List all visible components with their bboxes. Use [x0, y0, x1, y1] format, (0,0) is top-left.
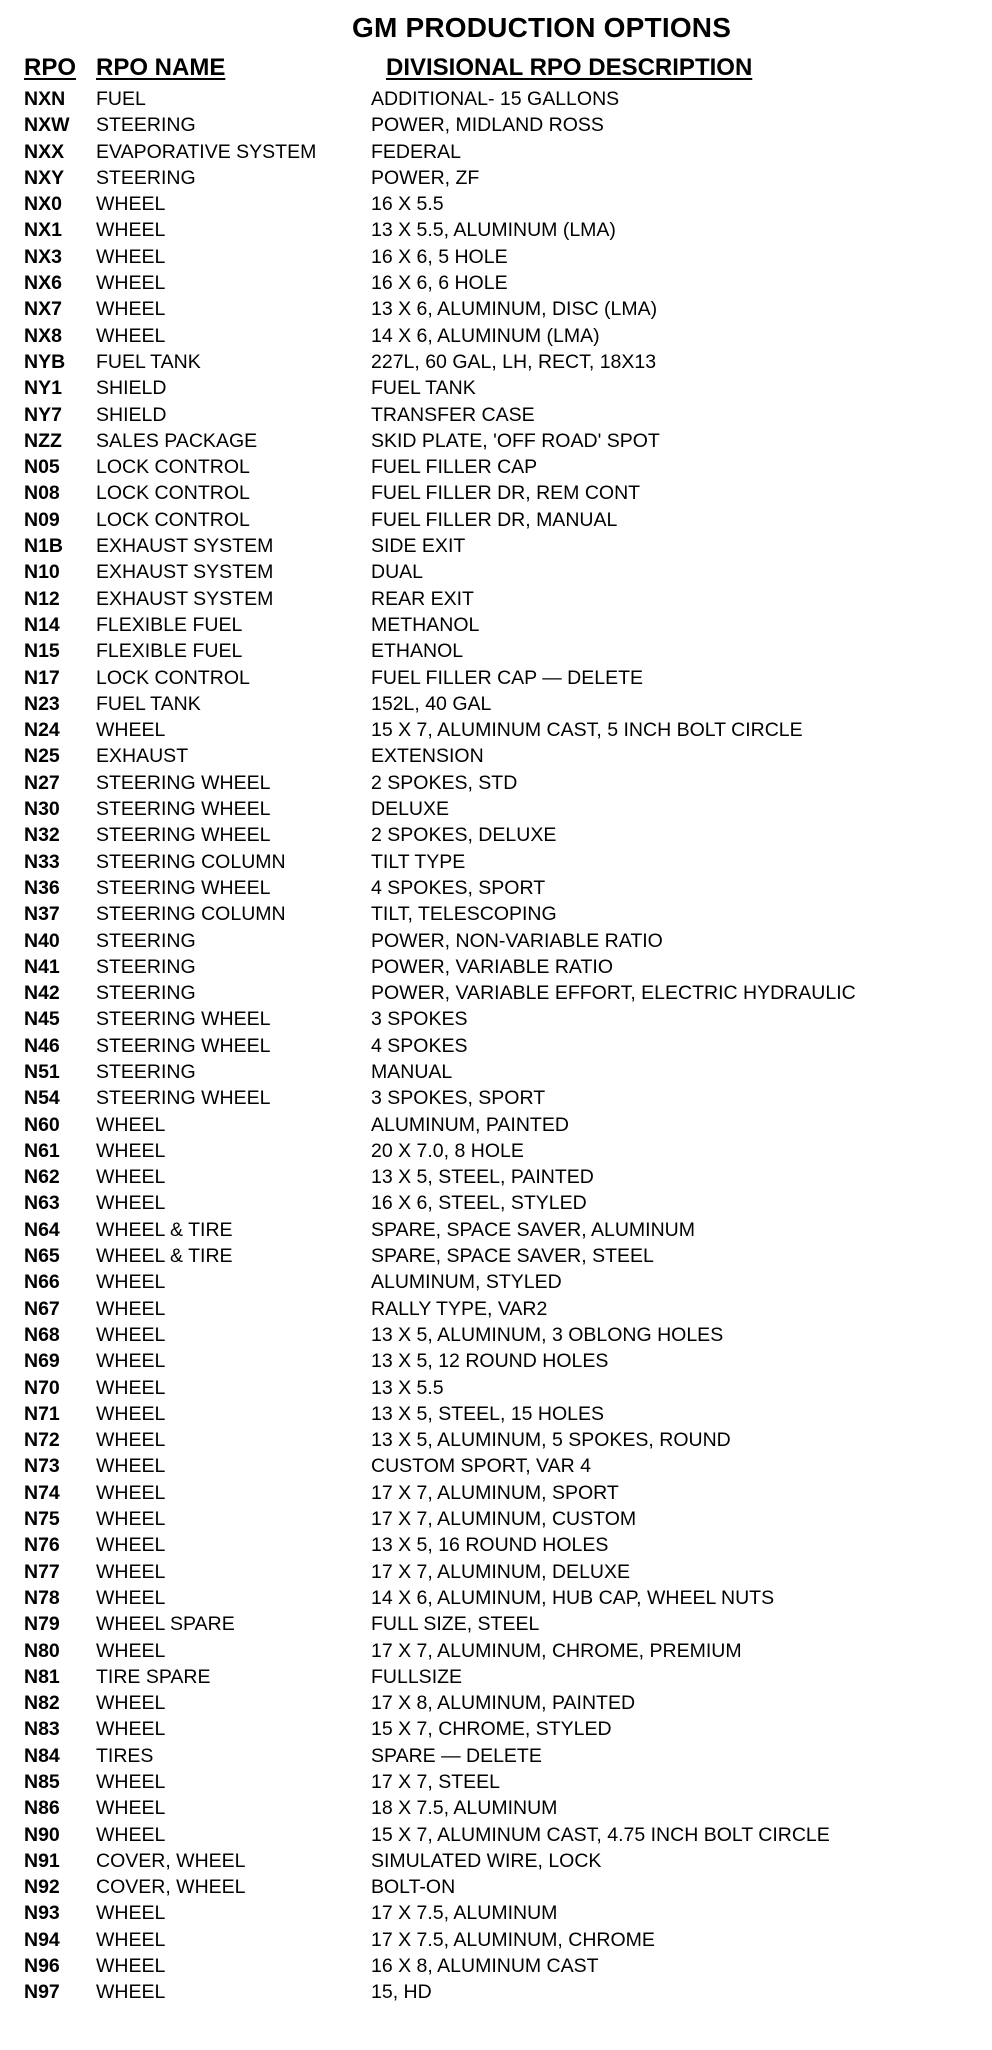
rpo-name: WHEEL & TIRE — [96, 1218, 233, 1241]
rpo-code: N42 — [24, 982, 60, 1005]
table-row — [0, 191, 992, 217]
rpo-code: N05 — [24, 456, 60, 479]
rpo-name: WHEEL — [96, 272, 166, 295]
rpo-code: N80 — [24, 1639, 60, 1662]
rpo-description: 15, HD — [371, 1981, 432, 2004]
table-row — [0, 533, 992, 559]
table-row — [0, 559, 992, 585]
rpo-name: STEERING — [96, 955, 196, 978]
rpo-code: N41 — [24, 955, 60, 978]
table-row — [0, 1979, 992, 2005]
rpo-code: N90 — [24, 1823, 60, 1846]
rpo-code: N15 — [24, 640, 60, 663]
table-row — [0, 1743, 992, 1769]
rpo-code: NX8 — [24, 324, 62, 347]
rpo-description: FUEL FILLER DR, REM CONT — [371, 482, 641, 505]
rpo-name: EXHAUST — [96, 745, 189, 768]
rpo-description: 4 SPOKES, SPORT — [371, 876, 546, 899]
rpo-name: WHEEL — [96, 1692, 166, 1715]
table-row — [0, 480, 992, 506]
rpo-description: 13 X 5.5 — [371, 1376, 444, 1399]
rpo-name: WHEEL — [96, 1350, 166, 1373]
rpo-description: METHANOL — [371, 613, 480, 636]
rpo-description: SPARE, SPACE SAVER, STEEL — [371, 1245, 654, 1268]
table-row — [0, 139, 992, 165]
rpo-code: N17 — [24, 666, 60, 689]
page-title: GM PRODUCTION OPTIONS — [352, 12, 732, 43]
rpo-description: 16 X 6, 5 HOLE — [371, 245, 508, 268]
table-row — [0, 1716, 992, 1742]
table-row — [0, 86, 992, 112]
rpo-code: NX0 — [24, 193, 62, 216]
rpo-description: ALUMINUM, STYLED — [371, 1271, 562, 1294]
table-row — [0, 1585, 992, 1611]
rpo-description: 17 X 8, ALUMINUM, PAINTED — [371, 1692, 636, 1715]
table-row — [0, 1480, 992, 1506]
table-row — [0, 1375, 992, 1401]
rpo-code: N23 — [24, 692, 60, 715]
table-row — [0, 822, 992, 848]
rpo-name: WHEEL — [96, 193, 166, 216]
table-row — [0, 717, 992, 743]
rpo-description: 3 SPOKES, SPORT — [371, 1087, 546, 1110]
rpo-description: 17 X 7, STEEL — [371, 1771, 500, 1793]
table-row — [0, 586, 992, 612]
table-row — [0, 743, 992, 769]
rpo-code: NY1 — [24, 377, 62, 400]
table-row — [0, 691, 992, 717]
table-row — [0, 1638, 992, 1664]
table-row — [0, 612, 992, 638]
table-row — [0, 1006, 992, 1032]
rpo-code: N76 — [24, 1534, 60, 1557]
rpo-name: FUEL — [96, 88, 146, 110]
rpo-code: N77 — [24, 1560, 60, 1583]
table-row — [0, 270, 992, 296]
rpo-name: STEERING WHEEL — [96, 798, 271, 821]
rpo-description: FULLSIZE — [371, 1665, 463, 1688]
rpo-name: WHEEL — [96, 298, 166, 321]
rpo-description: 4 SPOKES — [371, 1034, 468, 1057]
rpo-code: N92 — [24, 1876, 60, 1899]
rpo-name: SHIELD — [96, 377, 167, 400]
rpo-name: WHEEL — [96, 1455, 166, 1478]
table-row — [0, 796, 992, 822]
rpo-code: N73 — [24, 1455, 60, 1478]
rpo-code: N69 — [24, 1350, 60, 1373]
table-row — [0, 1243, 992, 1269]
rpo-name: STEERING WHEEL — [96, 876, 271, 899]
column-header-rpo: RPO — [24, 54, 77, 81]
rpo-description: 15 X 7, ALUMINUM CAST, 5 INCH BOLT CIRCLE — [371, 719, 803, 742]
table-row — [0, 1927, 992, 1953]
rpo-code: NXX — [24, 140, 65, 163]
rpo-code: N30 — [24, 798, 60, 821]
table-row — [0, 1690, 992, 1716]
table-row — [0, 1427, 992, 1453]
rpo-code: N61 — [24, 1139, 60, 1162]
rpo-name: LOCK CONTROL — [96, 666, 250, 689]
rpo-name: EVAPORATIVE SYSTEM — [96, 140, 317, 163]
rpo-code: NZZ — [24, 429, 62, 452]
rpo-code: N71 — [24, 1402, 60, 1425]
rpo-code: NX3 — [24, 245, 62, 268]
table-row — [0, 1900, 992, 1926]
rpo-name: WHEEL — [96, 1955, 166, 1978]
rpo-code: N96 — [24, 1955, 60, 1978]
rpo-name: WHEEL — [96, 1639, 166, 1662]
rpo-name: FUEL TANK — [96, 692, 201, 715]
rpo-description: 14 X 6, ALUMINUM (LMA) — [371, 324, 600, 347]
column-header-description: DIVISIONAL RPO DESCRIPTION — [386, 54, 753, 81]
rpo-code: N82 — [24, 1692, 60, 1715]
rpo-code: N62 — [24, 1166, 60, 1189]
rpo-code: N91 — [24, 1849, 60, 1872]
rpo-description: 17 X 7, ALUMINUM, CUSTOM — [371, 1508, 637, 1531]
table-row — [0, 1401, 992, 1427]
rpo-code: N94 — [24, 1928, 60, 1951]
rpo-code: N74 — [24, 1481, 60, 1504]
rpo-code: N78 — [24, 1586, 60, 1609]
rpo-code: N63 — [24, 1192, 60, 1215]
rpo-description: EXTENSION — [371, 745, 484, 768]
rpo-code: N79 — [24, 1613, 60, 1636]
table-row — [0, 217, 992, 243]
rpo-description: 15 X 7, ALUMINUM CAST, 4.75 INCH BOLT CIRCLE — [371, 1823, 830, 1846]
rpo-code: N40 — [24, 929, 60, 952]
table-row — [0, 244, 992, 270]
rpo-code: N81 — [24, 1665, 60, 1688]
rpo-code: N45 — [24, 1008, 60, 1031]
rpo-code: N84 — [24, 1744, 60, 1767]
rpo-code: N70 — [24, 1376, 60, 1399]
column-header-row — [0, 54, 992, 88]
table-row — [0, 1296, 992, 1322]
rpo-description: 227L, 60 GAL, LH, RECT, 18X13 — [371, 350, 657, 373]
rpo-description: 16 X 5.5 — [371, 193, 444, 216]
rpo-description: ALUMINUM, PAINTED — [371, 1113, 569, 1136]
rpo-name: LOCK CONTROL — [96, 482, 250, 505]
rpo-code: N72 — [24, 1429, 60, 1452]
rpo-name: FUEL TANK — [96, 350, 201, 373]
rpo-description: ADDITIONAL- 15 GALLONS — [371, 88, 620, 110]
rpo-description: 13 X 5, ALUMINUM, 5 SPOKES, ROUND — [371, 1429, 731, 1452]
rpo-description: 17 X 7, ALUMINUM, DELUXE — [371, 1560, 631, 1583]
rpo-description: DUAL — [371, 561, 424, 584]
rpo-name: STEERING WHEEL — [96, 1034, 271, 1057]
rpo-name: WHEEL — [96, 245, 166, 268]
rpo-description: 14 X 6, ALUMINUM, HUB CAP, WHEEL NUTS — [371, 1586, 775, 1609]
table-row — [0, 1348, 992, 1374]
rpo-code: N25 — [24, 745, 60, 768]
rpo-name: WHEEL — [96, 1560, 166, 1583]
table-row — [0, 638, 992, 664]
table-row — [0, 323, 992, 349]
rpo-code: N08 — [24, 482, 60, 505]
rpo-description: FULL SIZE, STEEL — [371, 1613, 540, 1636]
rpo-code: N68 — [24, 1323, 60, 1346]
rpo-name: WHEEL — [96, 1402, 166, 1425]
rpo-code: N10 — [24, 561, 60, 584]
rpo-name: TIRES — [96, 1744, 154, 1767]
rpo-description: MANUAL — [371, 1060, 453, 1083]
table-row — [0, 1664, 992, 1690]
rpo-name: WHEEL — [96, 1192, 166, 1215]
table-row — [0, 1559, 992, 1585]
rpo-code: N37 — [24, 903, 60, 926]
rpo-name: WHEEL — [96, 1323, 166, 1346]
rpo-description: BOLT-ON — [371, 1876, 456, 1899]
table-row — [0, 165, 992, 191]
rpo-description: 13 X 5, STEEL, PAINTED — [371, 1166, 594, 1189]
rpo-description: 17 X 7, ALUMINUM, CHROME, PREMIUM — [371, 1639, 742, 1662]
rpo-description: FEDERAL — [371, 140, 461, 163]
rpo-name: WHEEL — [96, 1797, 166, 1820]
table-row — [0, 849, 992, 875]
rpo-description: POWER, VARIABLE RATIO — [371, 955, 613, 978]
rpo-description: 13 X 5, 16 ROUND HOLES — [371, 1534, 609, 1557]
rpo-name: STEERING WHEEL — [96, 1008, 271, 1031]
rpo-description: 17 X 7.5, ALUMINUM — [371, 1902, 558, 1925]
table-row — [0, 1795, 992, 1821]
rpo-description: POWER, NON-VARIABLE RATIO — [371, 929, 663, 952]
rpo-code: N33 — [24, 850, 60, 873]
rpo-description: SIMULATED WIRE, LOCK — [371, 1849, 602, 1872]
rpo-description: RALLY TYPE, VAR2 — [371, 1297, 548, 1320]
table-row — [0, 1112, 992, 1138]
rpo-code: N1B — [24, 535, 64, 558]
rpo-description: 16 X 6, STEEL, STYLED — [371, 1192, 587, 1215]
table-row — [0, 1322, 992, 1348]
rpo-description: FUEL FILLER DR, MANUAL — [371, 508, 618, 531]
rpo-name: STEERING — [96, 982, 196, 1005]
rpo-description: 13 X 5, 12 ROUND HOLES — [371, 1350, 609, 1373]
rpo-code: N60 — [24, 1113, 60, 1136]
rpo-name: WHEEL — [96, 1534, 166, 1557]
table-row — [0, 1085, 992, 1111]
rpo-description: TILT TYPE — [371, 850, 466, 873]
rpo-name: FLEXIBLE FUEL — [96, 613, 243, 636]
rpo-code: N97 — [24, 1981, 60, 2004]
table-row — [0, 507, 992, 533]
table-row — [0, 954, 992, 980]
rpo-code: N51 — [24, 1060, 60, 1083]
rpo-name: WHEEL — [96, 1271, 166, 1294]
rpo-description: 3 SPOKES — [371, 1008, 468, 1031]
rpo-description: 18 X 7.5, ALUMINUM — [371, 1797, 558, 1820]
rpo-name: SHIELD — [96, 403, 167, 426]
rpo-description: 2 SPOKES, STD — [371, 771, 518, 794]
table-row — [0, 980, 992, 1006]
rpo-description: 152L, 40 GAL — [371, 692, 492, 715]
rpo-description: TRANSFER CASE — [371, 403, 535, 426]
rpo-name: TIRE SPARE — [96, 1665, 211, 1688]
rpo-description: SPARE, SPACE SAVER, ALUMINUM — [371, 1218, 695, 1241]
rpo-name: EXHAUST SYSTEM — [96, 535, 274, 558]
rpo-name: WHEEL — [96, 1376, 166, 1399]
rpo-name: SALES PACKAGE — [96, 429, 258, 452]
rpo-description: SIDE EXIT — [371, 535, 466, 558]
rpo-code: NX7 — [24, 298, 62, 321]
rpo-name: STEERING COLUMN — [96, 903, 286, 926]
table-row — [0, 1059, 992, 1085]
rpo-description: 16 X 6, 6 HOLE — [371, 272, 508, 295]
rpo-name: WHEEL — [96, 1297, 166, 1320]
rpo-description: SKID PLATE, 'OFF ROAD' SPOT — [371, 429, 660, 452]
rpo-code: N12 — [24, 587, 60, 610]
rpo-code: N32 — [24, 824, 60, 847]
rpo-description: 13 X 5, STEEL, 15 HOLES — [371, 1402, 605, 1425]
rpo-description: 2 SPOKES, DELUXE — [371, 824, 557, 847]
rpo-name: WHEEL — [96, 1429, 166, 1452]
rpo-description: 13 X 5, ALUMINUM, 3 OBLONG HOLES — [371, 1323, 724, 1346]
rpo-description: 15 X 7, CHROME, STYLED — [371, 1718, 612, 1741]
rpo-name: STEERING WHEEL — [96, 771, 271, 794]
rpo-code: N09 — [24, 508, 60, 531]
rpo-code: N65 — [24, 1245, 60, 1268]
table-row — [0, 428, 992, 454]
rpo-description: FUEL FILLER CAP — [371, 456, 538, 479]
rpo-name: COVER, WHEEL — [96, 1876, 246, 1899]
table-row — [0, 1822, 992, 1848]
table-row — [0, 112, 992, 138]
table-row — [0, 1848, 992, 1874]
rpo-description: FUEL FILLER CAP — DELETE — [371, 666, 644, 689]
rpo-name: STEERING — [96, 929, 196, 952]
rpo-name: WHEEL — [96, 1481, 166, 1504]
table-row — [0, 1033, 992, 1059]
rpo-description: 16 X 8, ALUMINUM CAST — [371, 1955, 599, 1978]
rpo-code: NXN — [24, 88, 66, 110]
rpo-name: STEERING WHEEL — [96, 824, 271, 847]
rpo-code: N83 — [24, 1718, 60, 1741]
table-row — [0, 1769, 992, 1795]
rpo-description: TILT, TELESCOPING — [371, 903, 557, 926]
rpo-name: STEERING — [96, 114, 196, 137]
rpo-name: WHEEL — [96, 719, 166, 742]
table-row — [0, 1164, 992, 1190]
rpo-description: POWER, ZF — [371, 166, 480, 189]
rpo-code: N64 — [24, 1218, 60, 1241]
rpo-code: N54 — [24, 1087, 60, 1110]
rpo-name: WHEEL — [96, 1928, 166, 1951]
rpo-code: NXY — [24, 166, 65, 189]
rpo-name: LOCK CONTROL — [96, 508, 250, 531]
rpo-name: EXHAUST SYSTEM — [96, 561, 274, 584]
rpo-name: WHEEL — [96, 1718, 166, 1741]
rpo-name: WHEEL — [96, 1771, 166, 1793]
rpo-code: NY7 — [24, 403, 62, 426]
table-row — [0, 770, 992, 796]
rpo-name: WHEEL — [96, 1981, 166, 2004]
rpo-code: N14 — [24, 613, 60, 636]
rpo-description: SPARE — DELETE — [371, 1744, 542, 1767]
rpo-code: NXW — [24, 114, 70, 137]
table-row — [0, 1453, 992, 1479]
rpo-code: NX6 — [24, 272, 62, 295]
options-table — [0, 86, 992, 2006]
table-row — [0, 1506, 992, 1532]
rpo-description: CUSTOM SPORT, VAR 4 — [371, 1455, 591, 1478]
table-row — [0, 665, 992, 691]
rpo-name: STEERING COLUMN — [96, 850, 286, 873]
rpo-name: WHEEL & TIRE — [96, 1245, 233, 1268]
table-row — [0, 1217, 992, 1243]
rpo-description: 13 X 6, ALUMINUM, DISC (LMA) — [371, 298, 658, 321]
rpo-code: NX1 — [24, 219, 62, 242]
rpo-name: WHEEL — [96, 1823, 166, 1846]
rpo-name: STEERING — [96, 1060, 196, 1083]
rpo-description: 17 X 7.5, ALUMINUM, CHROME — [371, 1928, 655, 1951]
rpo-code: N85 — [24, 1771, 60, 1793]
table-row — [0, 454, 992, 480]
table-row — [0, 1611, 992, 1637]
rpo-description: ETHANOL — [371, 640, 464, 663]
rpo-description: FUEL TANK — [371, 377, 476, 400]
rpo-name: WHEEL — [96, 219, 166, 242]
rpo-name: STEERING — [96, 166, 196, 189]
table-row — [0, 1532, 992, 1558]
rpo-name: LOCK CONTROL — [96, 456, 250, 479]
rpo-code: N66 — [24, 1271, 60, 1294]
rpo-code: N36 — [24, 876, 60, 899]
rpo-description: DELUXE — [371, 798, 450, 821]
rpo-name: EXHAUST SYSTEM — [96, 587, 274, 610]
column-header-rpo-name: RPO NAME — [96, 54, 226, 81]
table-row — [0, 349, 992, 375]
table-row — [0, 1138, 992, 1164]
rpo-name: WHEEL — [96, 1139, 166, 1162]
table-row — [0, 928, 992, 954]
table-row — [0, 296, 992, 322]
rpo-description: POWER, MIDLAND ROSS — [371, 114, 604, 137]
rpo-code: N27 — [24, 771, 60, 794]
rpo-name: WHEEL — [96, 1166, 166, 1189]
table-row — [0, 402, 992, 428]
rpo-description: REAR EXIT — [371, 587, 474, 610]
table-row — [0, 1190, 992, 1216]
rpo-code: N93 — [24, 1902, 60, 1925]
rpo-description: POWER, VARIABLE EFFORT, ELECTRIC HYDRAULIC — [371, 982, 856, 1005]
rpo-code: N46 — [24, 1034, 60, 1057]
rpo-name: WHEEL SPARE — [96, 1613, 235, 1636]
rpo-name: WHEEL — [96, 1586, 166, 1609]
rpo-name: COVER, WHEEL — [96, 1849, 246, 1872]
rpo-name: WHEEL — [96, 1902, 166, 1925]
table-row — [0, 1269, 992, 1295]
rpo-code: N67 — [24, 1297, 60, 1320]
rpo-description: 20 X 7.0, 8 HOLE — [371, 1139, 524, 1162]
rpo-code: N86 — [24, 1797, 60, 1820]
table-row — [0, 901, 992, 927]
table-row — [0, 875, 992, 901]
rpo-code: N75 — [24, 1508, 60, 1531]
rpo-name: FLEXIBLE FUEL — [96, 640, 243, 663]
table-row — [0, 1953, 992, 1979]
rpo-name: WHEEL — [96, 1508, 166, 1531]
rpo-description: 13 X 5.5, ALUMINUM (LMA) — [371, 219, 616, 242]
table-row — [0, 375, 992, 401]
rpo-name: STEERING WHEEL — [96, 1087, 271, 1110]
table-row — [0, 1874, 992, 1900]
rpo-name: WHEEL — [96, 1113, 166, 1136]
rpo-description: 17 X 7, ALUMINUM, SPORT — [371, 1481, 619, 1504]
rpo-name: WHEEL — [96, 324, 166, 347]
rpo-code: N24 — [24, 719, 60, 742]
rpo-code: NYB — [24, 350, 66, 373]
